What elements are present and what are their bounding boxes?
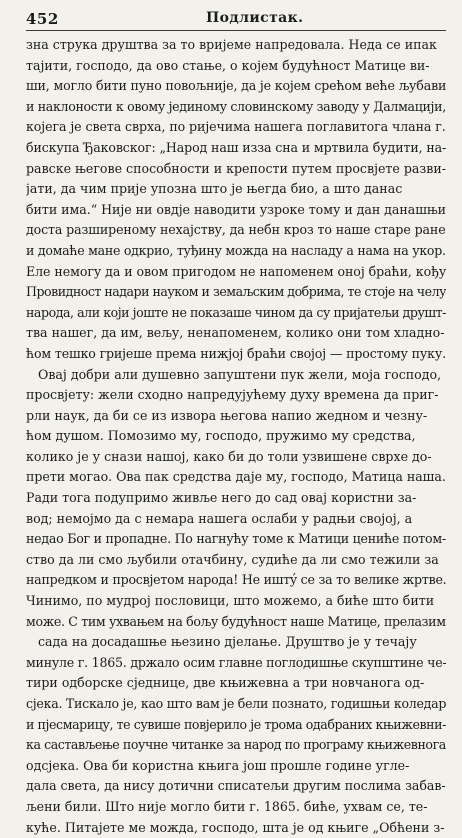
body-text [26,35,446,838]
text-line: просвјету: жели сходно напредујућему духу времена да приг- [26,387,439,403]
section-title: Подлистак. [206,10,304,26]
text-line: и пјесмарицу, те сувише повјерило је трома одабраних књижевни- [26,716,446,732]
text-line: бискупа Ђаковског: „Народ наш изза сна и мртвила будити, на- [26,139,446,155]
page-number: 452 [26,10,59,28]
text-line: Ради тога подупримо живље него до сад овај користни за- [26,490,417,506]
text-line: рли наук, да би се из извора његова напио жедном и чезну- [26,407,428,423]
text-line: Провидност надари науком и земаљским добрима, те стоје на челу [26,284,446,300]
text-line: Еле немогу да и овом пригодом не напоменем оној браћи, кођу [26,263,446,279]
text-line: Овај добри али душевно запуштени пук жели, моја господо, [38,366,442,382]
text-line: напредком и просвјетом народа! Не иштý се за то велике жртве. [26,572,446,588]
text-line: ши, могло бити пуно повољније, да је којем срећом веће љубави [26,78,446,94]
text-line: и наклоности к овому јединому словинскому заводу у Далмацији, [26,98,446,114]
text-line: колико је у снази нашој, како би до толи узвишене сврхе до- [26,448,432,464]
document-page [26,8,446,838]
text-line: ка састављење поучне читанке за народ по програму књижевнога [26,737,446,753]
text-line: зна струка друштва за то вријеме напредовала. Неда се ипак [26,37,437,52]
text-line: и домаће мане одкрио, туђину можда на насладу а нама на укор. [26,242,446,258]
text-line: народа, али који јоште не показаше чином да су пријатељи друшт- [26,304,446,320]
text-line: дала света, да нису дотични списатељи другим послима забав- [26,778,446,794]
text-line: вод; немојмо да с немара нашега ослаби у радњи својој, а [26,510,413,526]
text-line: тва нашег, да им, вељу, ненапоменем, колико они том хладно- [26,325,445,341]
text-line: равске његове способности и крепости путем просвјете разви- [26,160,446,176]
text-line: ћом душом. Помозимо му, господо, пружимо му средства, [26,428,416,444]
text-line: доста разширеному нехајству, да небн кроз то наше старе ране [26,222,446,238]
text-line: ство да ли смо љубили отачбину, судиће да ли смо тежили за [26,551,439,567]
text-line: тири одборске сједнице, две књижевна а три новчанога од- [26,675,425,691]
text-line: бити има.“ Није ни овдје наводити узроке тому и дан данашњи [26,201,446,217]
text-line: минуле г. 1865. држало осим главне поглодишње скупштине че- [26,654,446,670]
text-line: Чинимо, по мудрој пословици, што можемо, а биће што бити [26,593,435,609]
text-line: јати, да чим прије упозна што је његда био, а што данас [26,181,403,197]
text-line: куће. Питајете ме можда, господо, шта је од књиге „Обћени з- [26,819,445,835]
page-header [26,8,446,31]
text-line: може. С тим ухвaњем на бољу будућност наше Матице, прелазим [26,613,446,629]
text-line: сјека. Тискало је, као што вам је бeли познато, годишњи коледар [26,696,446,711]
text-line: одсјека. Ова би користна књига још прошле године угле- [26,757,410,773]
text-line: ћом тешко гријеше према нижјој браћи својој — простому пуку. [26,345,446,361]
text-line: којега је света сврха, по ријечима нашега поглавитога члана г. [26,119,446,135]
text-line: тајити, господо, да ово стање, о којем будућност Матице ви- [26,57,430,73]
text-line: прети могао. Ова пак средства даје му, господо, Матица наша. [26,469,446,485]
text-line: недао Бог и пропадне. По нагнућу томе к Матици цениће потом- [26,531,446,547]
text-line: сада на досадашње њезино дјелање. Друштво је у течају [38,634,417,650]
text-line: љени били. Што није могло бити г. 1865. биће, ухвам се, те- [26,798,428,814]
